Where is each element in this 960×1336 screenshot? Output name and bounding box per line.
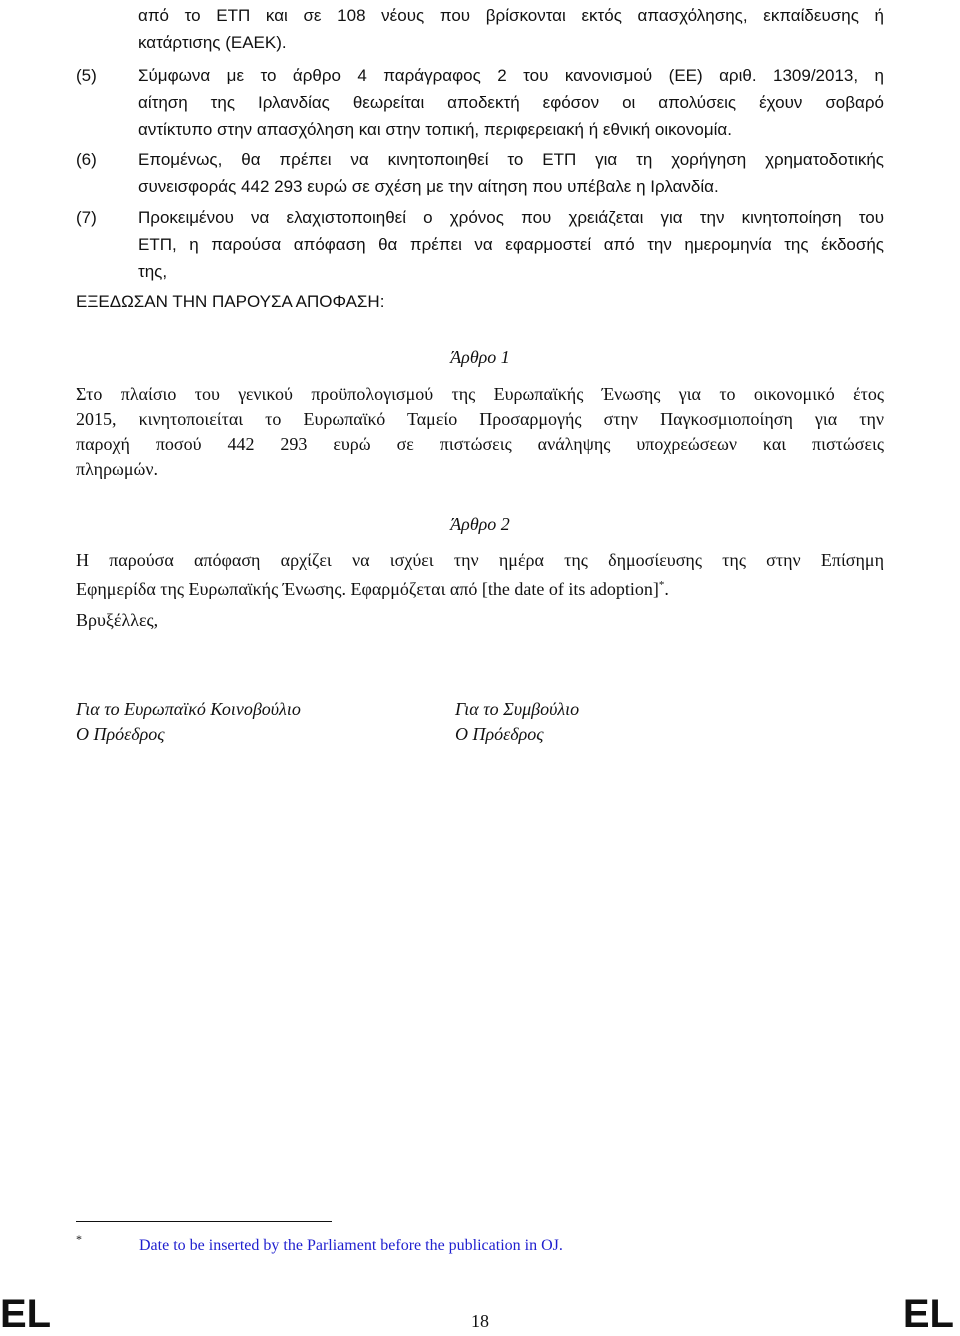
- article-2-body: [76, 548, 884, 602]
- recital-line: Επομένως, θα πρέπει να κινητοποιηθεί το ΕΤΠ για τη χορήγηση χρηματοδοτικής: [138, 150, 884, 169]
- recital-line: αίτηση της Ιρλανδίας θεωρείται αποδεκτή εφόσον οι απολύσεις έχουν σοβαρό: [138, 93, 884, 112]
- signature-role: Ο Πρόεδρος: [76, 724, 165, 744]
- recital-line: Σύμφωνα με το άρθρο 4 παράγραφος 2 του κανονισμού (ΕΕ) αριθ. 1309/2013, η: [138, 66, 884, 85]
- article-line-end: .: [664, 579, 669, 599]
- recital-7: [76, 204, 884, 285]
- footnote-text: Date to be inserted by the Parliament before the publication in OJ.: [139, 1237, 563, 1254]
- recital-continuation-line: κατάρτισης (ΕΑΕΚ).: [138, 33, 287, 52]
- recital-number: (6): [76, 150, 97, 169]
- enacting-formula: ΕΞΕΔΩΣΑΝ ΤΗΝ ΠΑΡΟΥΣΑ ΑΠΟΦΑΣΗ:: [76, 292, 385, 311]
- recital-line: συνεισφοράς 442 293 ευρώ σε σχέση με την αίτηση που υπέβαλε η Ιρλανδία.: [138, 177, 719, 196]
- language-code-left: EL: [0, 1292, 52, 1336]
- recital-continuation: [76, 2, 884, 56]
- article-1-body: [76, 382, 884, 482]
- recital-number: (5): [76, 66, 97, 85]
- signature-role: Ο Πρόεδρος: [455, 724, 544, 744]
- place-of-signature: Βρυξέλλες,: [76, 610, 159, 630]
- recital-5: [76, 62, 884, 143]
- recital-line: αντίκτυπο στην απασχόληση και στην τοπική, περιφερειακή ή εθνική οικονομία.: [138, 120, 732, 139]
- recital-continuation-line: από το ΕΤΠ και σε 108 νέους που βρίσκονται εκτός απασχόλησης, εκπαίδευσης ή: [138, 6, 884, 25]
- article-line: πληρωμών.: [76, 459, 159, 479]
- footnote-separator: [76, 1221, 332, 1222]
- signature-parliament: [76, 697, 301, 747]
- recital-number: (7): [76, 208, 97, 227]
- article-line: 2015, κινητοποιείται το Ευρωπαϊκό Ταμείο Προσαρμογής στην Παγκοσμιοποίηση για την: [76, 409, 884, 429]
- signature-institution: Για το Συμβούλιο: [455, 699, 580, 719]
- article-line: [76, 573, 884, 602]
- page-number: 18: [471, 1311, 489, 1331]
- footnote-reference[interactable]: *: [658, 579, 665, 591]
- recital-6: [76, 146, 884, 200]
- recital-line: Προκειμένου να ελαχιστοποιηθεί ο χρόνος που χρειάζεται για την κινητοποίηση του: [138, 208, 884, 227]
- signature-institution: Για το Ευρωπαϊκό Κοινοβούλιο: [76, 699, 301, 719]
- article-line-text: Εφημερίδα της Ευρωπαϊκής Ένωσης. Εφαρμόζεται από [the date of its adoption]: [76, 579, 659, 599]
- language-code-right: EL: [902, 1292, 954, 1336]
- recital-line: της,: [138, 262, 168, 281]
- article-line: παροχή ποσού 442 293 ευρώ σε πιστώσεις ανάληψης υποχρεώσεων και πιστώσεις: [76, 434, 884, 454]
- article-line: Στο πλαίσιο του γενικού προϋπολογισμού της Ευρωπαϊκής Ένωσης για το οικονομικό έτος: [76, 384, 884, 404]
- footnote-mark: *: [76, 1232, 82, 1246]
- article-1-title: Άρθρο 1: [450, 347, 510, 367]
- signature-council: [455, 697, 579, 747]
- article-2-title: Άρθρο 2: [450, 514, 510, 534]
- recital-line: ΕΤΠ, η παρούσα απόφαση θα πρέπει να εφαρμοστεί από την ημερομηνία της έκδοσής: [138, 235, 884, 254]
- article-line: Η παρούσα απόφαση αρχίζει να ισχύει την ημέρα της δημοσίευσης της στην Επίσημη: [76, 550, 884, 570]
